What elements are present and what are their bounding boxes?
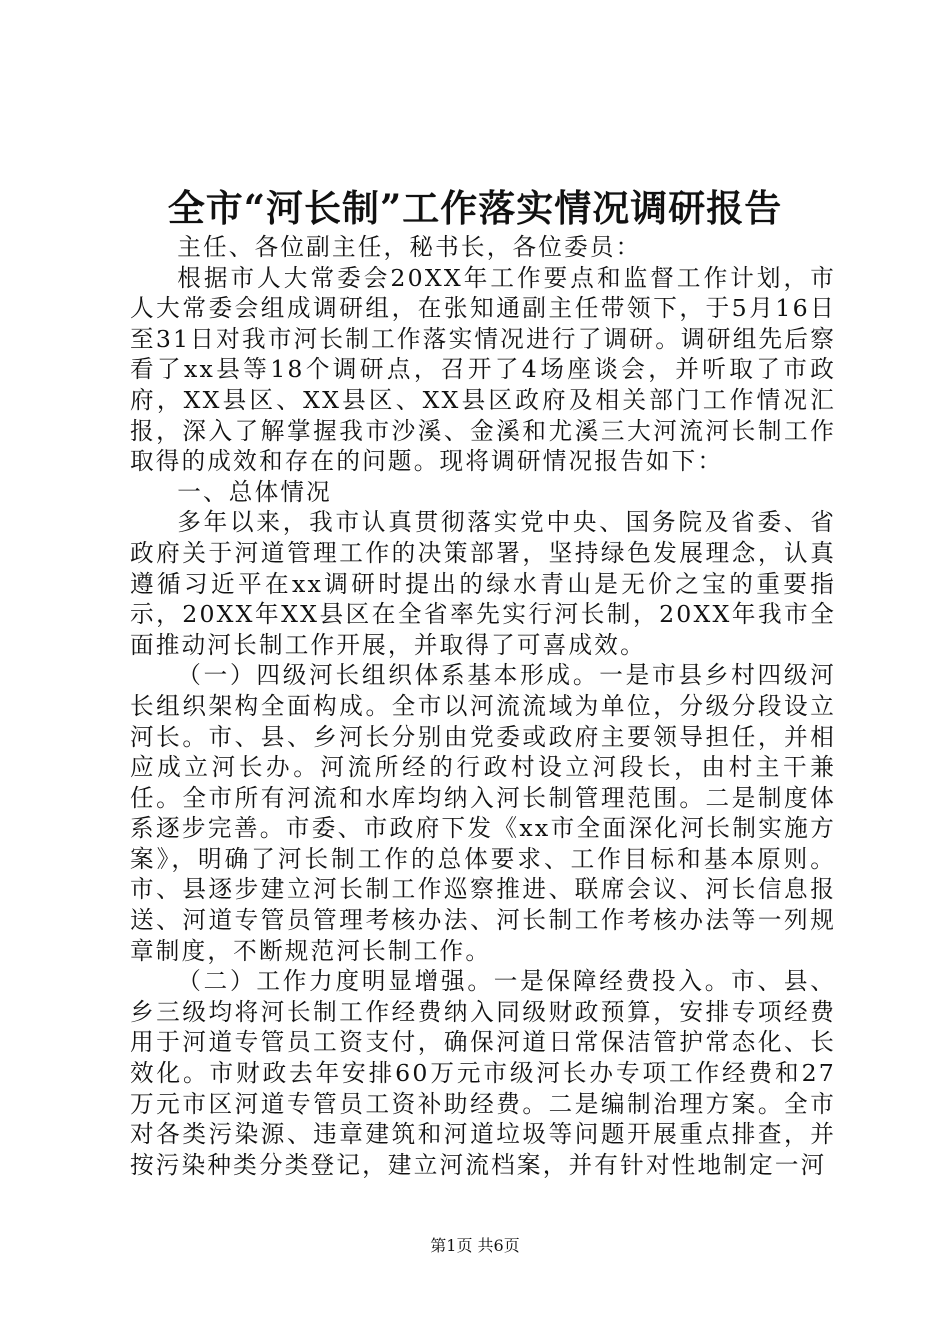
paragraph-subsection-1: （一）四级河长组织体系基本形成。一是市县乡村四级河长组织架构全面构成。全市以河流流域为单位，分级分段设立河长。市、县、乡河长分别由党委或政府主要领导担任，并相应成立河长办。河流所经的行政村设立河段长，由村主干兼任。全市所有河流和水库均纳入河长制管理范围。二是制度体系逐步完善。市委、市政府下发《xx市全面深化河长制实施方案》，明确了河长制工作的总体要求、工作目标和基本原则。市、县逐步建立河长制工作巡察推进、联席会议、河长信息报送、河道专管员管理考核办法、河长制工作考核办法等一列规章制度，不断规范河长制工作。 <box>130 661 836 965</box>
paragraph-subsection-2: （二）工作力度明显增强。一是保障经费投入。市、县、乡三级均将河长制工作经费纳入同级财政预算，安排专项经费用于河道专管员工资支付，确保河道日常保洁管护常态化、长效化。市财政去年安排60万元市级河长办专项工作经费和27万元市区河道专管员工资补助经费。二是编制治理方案。全市对各类污染源、违章建筑和河道垃圾等问题开展重点排查，并按污染种类分类登记，建立河流档案，并有针对性地制定一河 <box>130 967 836 1179</box>
salutation: 主任、各位副主任，秘书长，各位委员： <box>177 233 642 261</box>
section-heading-overview: 一、总体情况 <box>177 477 332 506</box>
document-body <box>130 232 836 1180</box>
page-footer: 第1页 共6页 <box>430 1236 520 1255</box>
paragraph-intro: 根据市人大常委会20XX年工作要点和监督工作计划，市人大常委会组成调研组，在张知通副主任带领下，于5月16日至31日对我市河长制工作落实情况进行了调研。调研组先后察看了xx县等18个调研点，召开了4场座谈会，并听取了市政府，XX县区、XX县区、XX县区政府及相关部门工作情况汇报，深入了解掌握我市沙溪、金溪和尤溪三大河流河长制工作取得的成效和存在的问题。现将调研情况报告如下： <box>130 263 836 476</box>
paragraph-overview: 多年以来，我市认真贯彻落实党中央、国务院及省委、省政府关于河道管理工作的决策部署，坚持绿色发展理念，认真遵循习近平在xx调研时提出的绿水青山是无价之宝的重要指示，20XX年XX县区在全省率先实行河长制，20XX年我市全面推动河长制工作开展，并取得了可喜成效。 <box>130 508 836 659</box>
document-title: 全市“河长制”工作落实情况调研报告 <box>167 186 783 230</box>
